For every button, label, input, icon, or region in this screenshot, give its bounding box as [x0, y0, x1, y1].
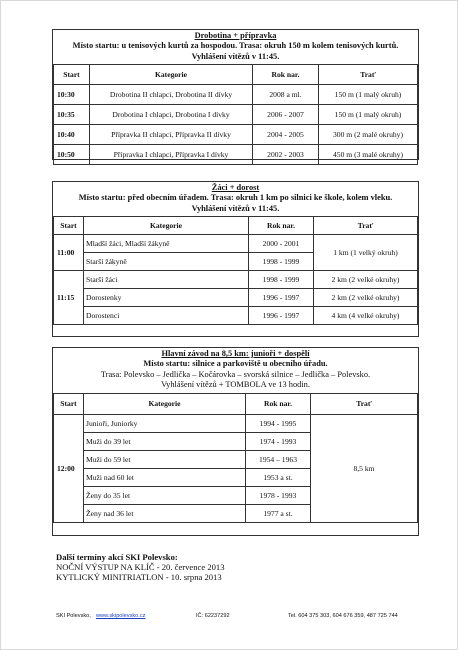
section-zaci-dorost	[52, 181, 419, 337]
track: 150 m (1 malý okruh)	[319, 105, 418, 125]
col-header-track: Trať	[314, 217, 418, 235]
table-row	[54, 145, 418, 165]
phone-numbers: Tel. 604 375 303, 604 676 359, 487 725 744	[288, 613, 398, 619]
col-header-category: Kategorie	[84, 393, 246, 414]
website-link[interactable]: www.skipolevsko.cz	[96, 613, 146, 619]
start-time: 11:00	[54, 235, 84, 271]
start-time: 10:50	[54, 145, 90, 165]
birth-year: 1994 - 1995	[246, 414, 311, 432]
birth-year: 1974 - 1993	[246, 432, 311, 450]
section-title: Drobotina + přípravka	[194, 31, 277, 40]
category: Muži do 39 let	[84, 432, 246, 450]
table-header-row	[54, 65, 418, 85]
table-row	[54, 414, 418, 432]
category: Starší žákyně	[84, 253, 249, 271]
category: Mladší žáci, Mladší žákyně	[84, 235, 249, 253]
birth-year: 1998 - 1999	[249, 253, 314, 271]
col-header-start: Start	[54, 393, 84, 414]
section-drobotina	[52, 29, 419, 160]
table-row	[54, 125, 418, 145]
table-header-row	[54, 217, 418, 235]
col-header-year: Rok nar.	[253, 65, 319, 85]
track: 2 km (2 velké okruhy)	[314, 271, 418, 289]
schedule-table	[53, 216, 418, 325]
start-place-text: Místo startu: silnice a parkoviště u obecního úřadu.	[143, 359, 328, 369]
section-title: Hlavní závod na 8,5 km: junioři + dospělí	[161, 349, 310, 358]
section-title: Žáci + dorost	[211, 183, 260, 192]
birth-year: 2008 a ml.	[253, 85, 319, 105]
start-time: 10:30	[54, 85, 90, 105]
start-time: 12:00	[54, 414, 84, 522]
category: Muži nad 60 let	[84, 468, 246, 486]
table-row	[54, 85, 418, 105]
col-header-track: Trať	[319, 65, 418, 85]
table-row	[54, 307, 418, 325]
track: 8,5 km	[311, 414, 418, 522]
table-row	[54, 105, 418, 125]
birth-year: 2006 - 2007	[253, 105, 319, 125]
org-name: SKI Polevsko,	[56, 613, 91, 619]
col-header-year: Rok nar.	[246, 393, 311, 414]
birth-year: 1977 a st.	[246, 504, 311, 522]
category: Ženy do 35 let	[84, 486, 246, 504]
col-header-category: Kategorie	[90, 65, 253, 85]
track: 150 m (1 malý okruh)	[319, 85, 418, 105]
announce-text: Vyhlášení vítězů v 11:45.	[191, 51, 280, 61]
upcoming-heading: Další termíny akcí SKI Polevsko:	[56, 552, 178, 562]
category: Dorostenci	[84, 307, 249, 325]
birth-year: 2004 - 2005	[253, 125, 319, 145]
category: Drobotina II chlapci, Drobotina II dívky	[90, 85, 253, 105]
birth-year: 1996 - 1997	[249, 307, 314, 325]
announce-text: Vyhlášení vítězů + TOMBOLA ve 13 hodin.	[161, 380, 310, 390]
start-time: 10:35	[54, 105, 90, 125]
birth-year: 1996 - 1997	[249, 289, 314, 307]
col-header-track: Trať	[311, 393, 418, 414]
upcoming-event: KYTLICKÝ MINITRIATLON - 10. srpna 2013	[56, 572, 222, 582]
col-header-start: Start	[54, 65, 90, 85]
schedule-table	[53, 393, 418, 523]
announce-text: Vyhlášení vítězů v 11:45.	[191, 203, 280, 213]
birth-year: 2002 - 2003	[253, 145, 319, 165]
track: 1 km (1 velký okruh)	[314, 235, 418, 271]
section-header	[53, 348, 418, 391]
table-row	[54, 271, 418, 289]
category: Ženy nad 36 let	[84, 504, 246, 522]
ico-number: IČ: 62237292	[196, 613, 230, 619]
category: Junioři, Juniorky	[84, 414, 246, 432]
table-header-row	[54, 393, 418, 414]
schedule-table	[53, 64, 418, 165]
table-row	[54, 235, 418, 253]
birth-year: 1954 – 1963	[246, 450, 311, 468]
start-time: 11:15	[54, 271, 84, 325]
col-header-category: Kategorie	[84, 217, 249, 235]
upcoming-event: NOČNÍ VÝSTUP NA KLÍČ - 20. července 2013	[56, 562, 225, 572]
section-hlavni-zavod	[52, 347, 419, 536]
section-header	[53, 182, 418, 214]
category: Drobotina I chlapci, Drobotina I dívky	[90, 105, 253, 125]
upcoming-events	[56, 552, 225, 582]
route-text: Trasa: Polevsko – Jedlička – Kočárovka – svorská silnice – Jedlička – Polevsko.	[100, 369, 371, 379]
birth-year: 1998 - 1999	[249, 271, 314, 289]
category: Přípravka II chlapci, Přípravka II dívky	[90, 125, 253, 145]
col-header-start: Start	[54, 217, 84, 235]
birth-year: 2000 - 2001	[249, 235, 314, 253]
track: 300 m (2 malé okruhy)	[319, 125, 418, 145]
col-header-year: Rok nar.	[249, 217, 314, 235]
category: Přípravka I chlapci, Přípravka I dívky	[90, 145, 253, 165]
start-time: 10:40	[54, 125, 90, 145]
start-place-text: Místo startu: před obecním úřadem. Trasa: okruh 1 km po silnici ke škole, kolem vleku.	[78, 193, 393, 203]
category: Muži do 59 let	[84, 450, 246, 468]
track: 2 km (2 velké okruhy)	[314, 289, 418, 307]
category: Dorostenky	[84, 289, 249, 307]
category: Starší žáci	[84, 271, 249, 289]
birth-year: 1978 - 1993	[246, 486, 311, 504]
table-row	[54, 289, 418, 307]
birth-year: 1953 a st.	[246, 468, 311, 486]
start-place-text: Místo startu: u tenisových kurtů za hospodou. Trasa: okruh 150 m kolem tenisových kurtů.	[72, 41, 399, 51]
section-header	[53, 30, 418, 62]
track: 4 km (4 velké okruhy)	[314, 307, 418, 325]
track: 450 m (3 malé okruhy)	[319, 145, 418, 165]
